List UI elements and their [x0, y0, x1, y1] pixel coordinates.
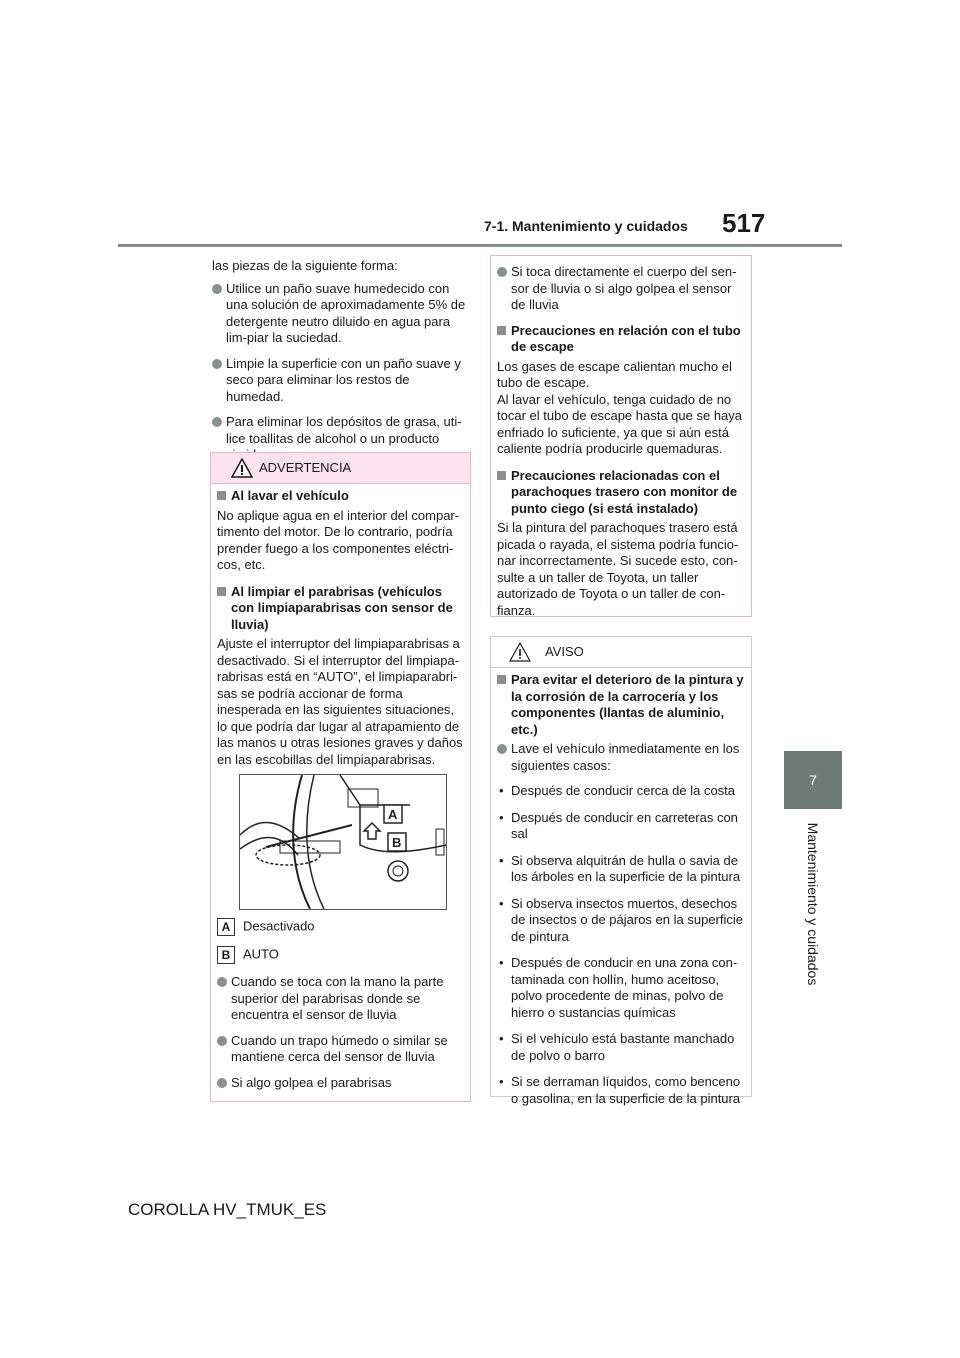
label-b-badge: B — [217, 946, 235, 964]
label-a-text: Desactivado — [243, 918, 315, 934]
intro-text: las piezas de la siguiente forma: — [212, 258, 398, 273]
legend-item-a — [217, 918, 464, 936]
warning-header — [211, 453, 470, 484]
list-item-text: Si algo golpea el parabrisas — [231, 1074, 392, 1090]
dash-item: • Si observa alquitrán de hulla o savia de los árboles en la superficie de la pintura — [499, 852, 741, 884]
list-item — [217, 1033, 464, 1066]
warning-paragraph: No aplique agua en el interior del compar-timento del motor. De lo contrario, podría prender fuego a los componentes eléctri-cos, etc. — [217, 507, 460, 572]
bullet-icon — [217, 1036, 227, 1046]
footer-model: COROLLA HV_TMUK_ES — [128, 1200, 327, 1219]
list-item — [497, 741, 745, 774]
warning-heading: Al limpiar el parabrisas (vehículos con limpiaparabrisas con sensor de lluvia) — [217, 584, 464, 634]
list-item-text: Lave el vehículo inmediatamente en los siguientes casos: — [511, 741, 740, 773]
warning-heading: Precauciones en relación con el tubo de escape — [497, 323, 745, 356]
list-item — [217, 1075, 464, 1092]
notice-heading: Para evitar el deterioro de la pintura y la corrosión de la carrocería y los componentes (llantas de aluminio, etc.) — [497, 672, 745, 738]
header-rule — [118, 244, 842, 247]
steering-column-diagram — [240, 775, 446, 909]
list-item-text: Limpie la superficie con un paño suave y seco para eliminar los restos de humedad. — [226, 355, 461, 404]
square-bullet-icon — [497, 326, 506, 335]
square-bullet-icon — [217, 491, 226, 500]
chapter-label — [784, 818, 842, 993]
section-title: 7-1. Mantenimiento y cuidados — [484, 218, 688, 234]
dash-item: • Si el vehículo está bastante manchado de polvo o barro — [499, 1031, 735, 1063]
wiper-switch-illustration — [239, 774, 447, 910]
dash-item: • Después de conducir en una zona con-taminada con hollín, humo aceitoso, polvo procedente de minas, polvo de hierro o sustancias químicas — [499, 955, 738, 1020]
label-a-badge: A — [217, 918, 235, 936]
callout-b-label: B — [392, 835, 402, 850]
chapter-label-text: Mantenimiento y cuidados — [805, 822, 821, 986]
warning-paragraph: Ajuste el interruptor del limpiaparabrisas a desactivado. Si el interruptor del limpiapa-rabrisas está en “AUTO”, el limpiaparabri-sas se podría accionar de forma inesperada en las siguientes situaciones, lo que podría dar lugar al atrapamiento de las manos u otras lesiones graves y daños en las escobillas del limpiaparabrisas. — [217, 636, 463, 767]
legend-item-b — [217, 946, 464, 964]
list-item — [217, 974, 464, 1024]
notice-title: AVISO — [545, 644, 584, 659]
warning-box-continued — [490, 255, 752, 617]
list-item-text: Para eliminar los depósitos de grasa, uti-lice toallitas de alcohol o un producto — [226, 414, 462, 446]
chapter-tab[interactable]: 7 — [784, 751, 842, 809]
bullet-icon — [212, 359, 222, 369]
list-item — [497, 264, 745, 314]
left-intro — [212, 258, 468, 473]
caution-triangle-icon — [509, 642, 531, 662]
dash-item: • Si observa insectos muertos, desechos de insectos o de pájaros en la superficie de pintura — [499, 895, 743, 944]
warning-paragraph: Si la pintura del parachoques trasero está picada o rayada, el sistema podría funcio-nar incorrectamente. Si sucede esto, con-sulte a un taller de Toyota, un taller autorizado de Toyota o un taller de con-fianza. — [497, 520, 739, 618]
list-item-text: Si toca directamente el cuerpo del sen-sor de lluvia o si algo golpea el sensor de lluvia — [511, 264, 737, 312]
dash-item: • Después de conducir en carreteras con sal — [499, 809, 738, 841]
warning-title: ADVERTENCIA — [259, 460, 352, 475]
dash-item: • Si se derraman líquidos, como benceno o gasolina, en la superficie de la pintura — [499, 1074, 741, 1106]
list-item-text: Cuando un trapo húmedo o similar se mantiene cerca del sensor de lluvia — [231, 1032, 448, 1064]
list-item — [212, 356, 468, 406]
callout-a-label: A — [388, 807, 398, 822]
dash-item: • Después de conducir cerca de la costa — [499, 783, 736, 798]
bullet-icon — [217, 977, 227, 987]
warning-box — [210, 452, 471, 1102]
list-item-text: Cuando se toca con la mano la parte superior del parabrisas donde se encuentra el sensor de lluvia — [231, 974, 444, 1022]
bullet-icon — [212, 417, 222, 427]
square-bullet-icon — [497, 675, 506, 684]
warning-heading: Al lavar el vehículo — [217, 488, 464, 505]
notice-box — [490, 636, 752, 1106]
notice-header — [491, 637, 751, 668]
bullet-icon — [217, 1078, 227, 1088]
list-item — [212, 281, 468, 347]
square-bullet-icon — [497, 471, 506, 480]
warning-paragraph: Los gases de escape calientan mucho el tubo de escape. Al lavar el vehículo, tenga cuidado de no tocar el tubo de escape hasta que se haya enfriado lo suficiente, ya que si aún está caliente podría producirle quemaduras. — [497, 358, 743, 456]
square-bullet-icon — [217, 587, 226, 596]
list-item-text: Utilice un paño suave humedecido con una solución de aproximadamente 5% de detergente neutro diluido en agua para lim-piar la suciedad. — [226, 280, 466, 345]
bullet-icon — [497, 267, 507, 277]
warning-heading: Precauciones relacionadas con el parachoques trasero con monitor de punto ciego (si está instalado) — [497, 468, 745, 518]
warning-triangle-icon — [231, 458, 253, 478]
bullet-icon — [212, 284, 222, 294]
label-b-text: AUTO — [243, 946, 279, 962]
bullet-icon — [497, 744, 507, 754]
page-number: 517 — [722, 208, 766, 238]
